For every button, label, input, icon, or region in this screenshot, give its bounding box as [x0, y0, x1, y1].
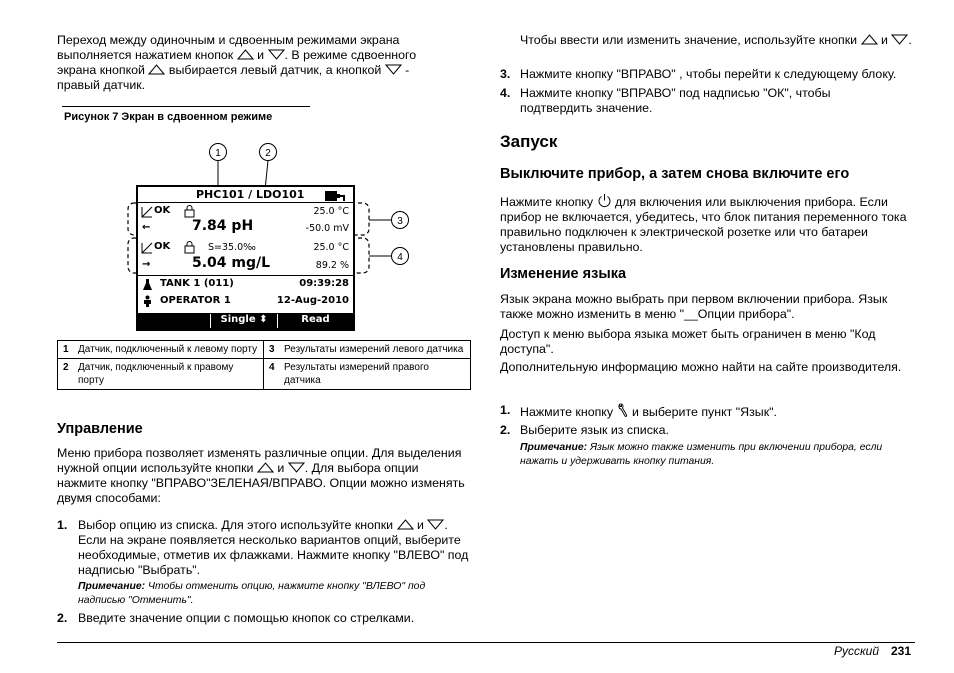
control-paragraph — [57, 446, 467, 506]
language-paragraph-1: Язык экрана можно выбрать при первом включении прибора. Язык также можно изменить в меню "__Опции прибора". — [500, 292, 888, 321]
table-row — [58, 341, 471, 359]
up-arrow-icon — [861, 34, 878, 45]
step-1-number: 1. — [57, 518, 68, 532]
note-label: Примечание: — [78, 581, 146, 592]
control-text-b: . Для выбора опции нажмите кнопку "ВПРАВО"ЗЕЛЕНАЯ/ВПРАВО. Опции можно изменять двумя способами: — [57, 461, 465, 505]
screen-title: PHC101 / LDO101 — [196, 188, 305, 201]
section-title-power: Выключите прибор, а затем снова включите его — [500, 166, 850, 182]
step-1-text-b: . Если на экране появляется несколько вариантов опций, выберите необходимые, отметив их флажками. Нажмите кнопку "ВЛЕВО" под надписью "Выбрать". — [78, 518, 469, 577]
language-paragraph-3: Дополнительную информацию можно найти на сайте производителя. — [500, 360, 902, 374]
up-down-icon: ⬍ — [259, 314, 268, 325]
page-number: 231 — [891, 644, 912, 658]
down-arrow-icon — [268, 49, 285, 60]
slope-icon — [141, 206, 153, 218]
date: 12-Aug-2010 — [276, 295, 349, 306]
operator-name: OPERATOR 1 — [160, 295, 231, 306]
sensor1-temp: 25.0 °C — [313, 206, 349, 217]
down-arrow-icon — [288, 462, 305, 473]
legend-num: 1 — [58, 341, 74, 359]
legend-text: Датчик, подключенный к правому порту — [73, 359, 264, 390]
continuation-and: и — [880, 33, 888, 47]
arrow-right-icon: → — [142, 259, 151, 270]
callout-2: 2 — [265, 148, 271, 159]
intro-text-2: . В режиме сдвоенного экрана кнопкой — [57, 48, 417, 77]
control-and: и — [277, 461, 285, 475]
lang-step-1-number: 1. — [500, 403, 511, 417]
legend-text: Результаты измерений левого датчика — [279, 341, 471, 359]
legend-num: 2 — [58, 359, 74, 390]
footer-rule — [57, 642, 915, 643]
lang-step-1-text-b: и выберите пункт "Язык". — [631, 405, 777, 419]
lang-step-2: Выберите язык из списка. — [520, 423, 669, 437]
step-1-text-a: Выбор опцию из списка. Для этого используйте кнопки — [78, 518, 394, 532]
note-language — [520, 441, 915, 469]
power-paragraph — [500, 193, 915, 255]
down-arrow-icon — [385, 64, 402, 75]
figure-legend-table — [57, 340, 471, 390]
power-icon — [597, 193, 612, 208]
softkey-read[interactable]: Read — [301, 314, 330, 325]
section-title-start: Запуск — [500, 132, 558, 151]
sensor1-status: OK — [154, 205, 171, 216]
instrument-screen — [136, 185, 355, 331]
note-label: Примечание: — [520, 442, 588, 453]
callout-1: 1 — [215, 148, 221, 159]
control-text-a: Меню прибора позволяет изменять различные опции. Для выделения нужной опции используйте кнопки — [57, 446, 462, 475]
lang-step-1 — [520, 403, 915, 420]
wrench-icon — [617, 403, 629, 418]
sensor2-status: OK — [154, 241, 171, 252]
sensor2-temp: 25.0 °C — [313, 242, 349, 253]
intro-text-3: выбирается левый датчик, а кнопкой — [168, 63, 382, 77]
continuation-text: Чтобы ввести или изменить значение, используйте кнопки — [520, 33, 858, 47]
continuation-dot: . — [908, 33, 912, 47]
legend-num: 4 — [264, 359, 280, 390]
lang-step-2-number: 2. — [500, 423, 511, 437]
callout-4: 4 — [397, 252, 403, 263]
lock-icon — [184, 241, 195, 254]
lang-step-1-text-a: Нажмите кнопку — [520, 405, 614, 419]
arrow-left-icon: ← — [142, 222, 151, 233]
step-3: Нажмите кнопку "ВПРАВО" , чтобы перейти к следующему блоку. — [520, 67, 897, 81]
continuation-paragraph — [520, 33, 912, 48]
flask-icon — [142, 278, 153, 291]
slope-icon — [141, 242, 153, 254]
table-row — [58, 359, 471, 390]
step-3-number: 3. — [500, 67, 511, 81]
legend-num: 3 — [264, 341, 280, 359]
operator-icon — [142, 295, 153, 308]
lock-icon — [184, 205, 195, 218]
sensor2-percent: 89.2 % — [315, 260, 349, 271]
power-plug-icon — [324, 189, 348, 203]
power-text-b: для включения или выключения прибора. Если прибор не включается, убедитесь, что блок питания переменного тока правильно подключен к электрической розетке или что батареи установлены правильно. — [500, 195, 907, 254]
sensor1-mv: -50.0 mV — [305, 223, 349, 234]
intro-text-4: - правый датчик. — [57, 63, 410, 92]
language-paragraph-2: Доступ к меню выбора языка может быть ограничен в меню "Код доступа". — [500, 327, 876, 356]
intro-and: и — [257, 48, 265, 62]
sensor2-salinity: S=35.0‰ — [208, 242, 256, 253]
step-2: Введите значение опции с помощью кнопок со стрелками. — [78, 611, 415, 625]
up-arrow-icon — [237, 49, 254, 60]
down-arrow-icon — [891, 34, 908, 45]
section-title-language: Изменение языка — [500, 266, 627, 282]
up-arrow-icon — [257, 462, 274, 473]
sensor1-value: 7.84 pH — [192, 218, 254, 234]
legend-text: Результаты измерений правого датчика — [279, 359, 471, 390]
section-title-control: Управление — [57, 421, 143, 437]
up-arrow-icon — [397, 519, 414, 530]
note-cancel — [78, 580, 468, 608]
step-4: Нажмите кнопку "ВПРАВО" под надписью "ОК", чтобы подтвердить значение. — [520, 86, 831, 115]
callout-3: 3 — [397, 216, 403, 227]
softkey-bar — [138, 313, 353, 329]
note-text: Язык можно также изменить при включении прибора, если нажать и удерживать кнопку питания. — [520, 442, 883, 467]
sample-name: TANK 1 (011) — [160, 278, 234, 289]
sensor2-value: 5.04 mg/L — [192, 255, 271, 271]
step-1-and: и — [416, 518, 424, 532]
intro-text-1: Переход между одиночным и сдвоенным режимами экрана выполняется нажатием кнопок — [57, 33, 400, 62]
softkey-single[interactable] — [210, 314, 278, 328]
step-1 — [78, 518, 470, 578]
step-2-number: 2. — [57, 611, 68, 625]
power-text-a: Нажмите кнопку — [500, 195, 594, 209]
step-4-number: 4. — [500, 86, 511, 100]
intro-paragraph — [57, 33, 427, 93]
clock-time: 09:39:28 — [299, 278, 349, 289]
up-arrow-icon — [148, 64, 165, 75]
legend-text: Датчик, подключенный к левому порту — [73, 341, 264, 359]
softkey-single-label: Single — [220, 314, 256, 325]
figure-caption: Рисунок 7 Экран в сдвоенном режиме — [64, 111, 273, 123]
note-text: Чтобы отменить опцию, нажмите кнопку "ВЛЕВО" под надписью "Отменить". — [78, 581, 426, 606]
down-arrow-icon — [427, 519, 444, 530]
footer-language: Русский — [834, 644, 880, 658]
figure-top-rule — [62, 106, 310, 107]
